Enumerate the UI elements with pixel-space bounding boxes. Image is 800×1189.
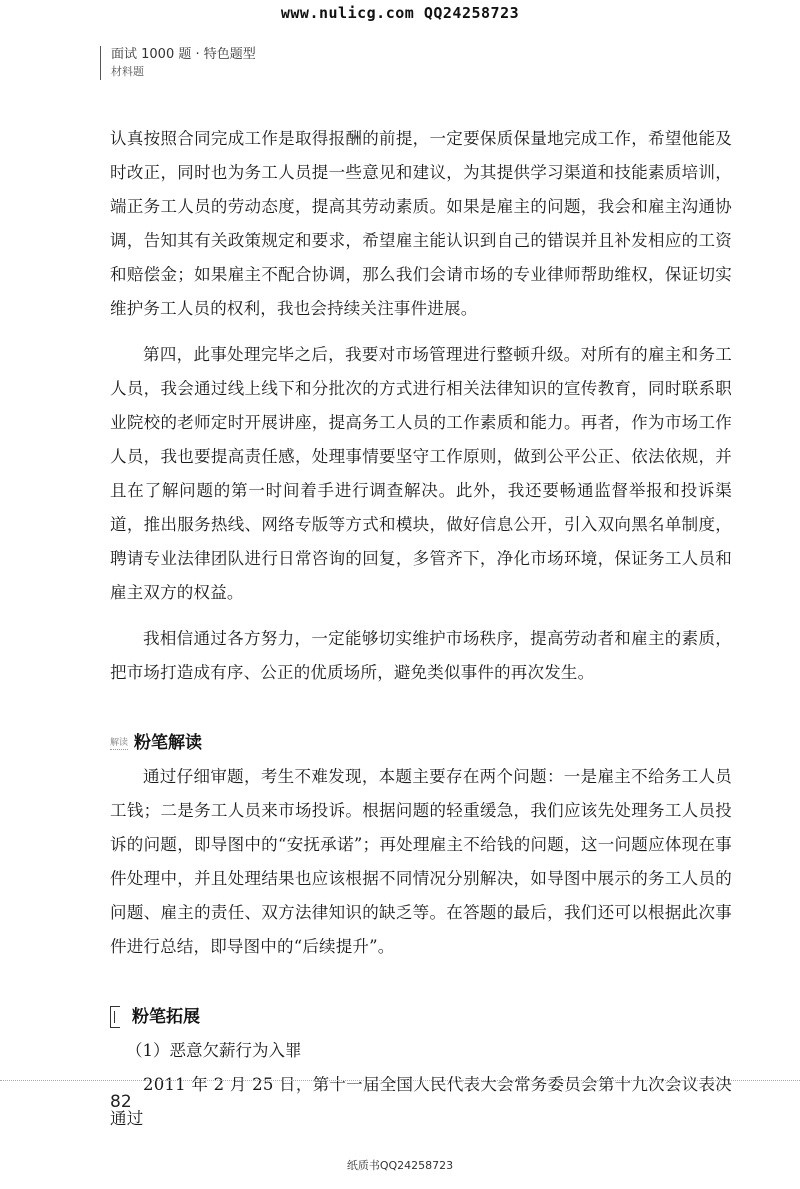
paragraph-step-four: 第四，此事处理完毕之后，我要对市场管理进行整顿升级。对所有的雇主和务工人员，我会通过线上线下和分批次的方式进行相关法律知识的宣传教育，同时联系职业院校的老师定时开展讲座，提高务工人员的工作素质和能力。再者，作为市场工作人员，我也要提高责任感，处理事情要坚守工作原则，做到公平公正、依法依规，并且在了解问题的第一时间着手进行调查解决。此外，我还要畅通监督举报和投诉渠道，推出服务热线、网络专版等方式和模块，做好信息公开，引入双向黑名单制度，聘请专业法律团队进行日常咨询的回复，多管齐下，净化市场环境，保证务工人员和雇主双方的权益。: [110, 345, 732, 602]
watermark-top: www.nulicg.com QQ24258723: [280, 4, 520, 22]
section-interpret-title: 粉笔解读: [134, 733, 203, 753]
section-interpret-heading: [110, 726, 732, 760]
extend-item-1: （1）恶意欠薪行为入罪: [126, 1041, 302, 1060]
page-number: 82: [110, 1092, 132, 1112]
section-extend-heading: [110, 1000, 732, 1034]
bookmark-icon: [110, 1006, 120, 1028]
interpret-icon: 解读: [110, 737, 129, 748]
watermark-bottom: 纸质书QQ24258723: [346, 1159, 454, 1172]
section-extend-title: 粉笔拓展: [132, 1007, 200, 1027]
scan-dotted-rule: [0, 1080, 800, 1081]
extend-body: 2011 年 2 月 25 日，第十一届全国人民代表大会常务委员会第十九次会议表决通过: [110, 1075, 732, 1128]
paragraph-continued: 认真按照合同完成工作是取得报酬的前提，一定要保质保量地完成工作，希望他能及时改正，同时也为务工人员提一些意见和建议，为其提供学习渠道和技能素质培训，端正务工人员的劳动态度，提高其劳动素质。如果是雇主的问题，我会和雇主沟通协调，告知其有关政策规定和要求，希望雇主能认识到自己的错误并且补发相应的工资和赔偿金；如果雇主不配合协调，那么我们会请市场的专业律师帮助维权，保证切实维护务工人员的权利，我也会持续关注事件进展。: [110, 129, 732, 318]
interpret-body: 通过仔细审题，考生不难发现，本题主要存在两个问题：一是雇主不给务工人员工钱；二是务工人员来市场投诉。根据问题的轻重缓急，我们应该先处理务工人员投诉的问题，即导图中的“安抚承诺”；再处理雇主不给钱的问题，这一问题应体现在事件处理中，并且处理结果也应该根据不同情况分别解决，如导图中展示的务工人员的问题、雇主的责任、双方法律知识的缺乏等。在答题的最后，我们还可以根据此次事件进行总结，即导图中的“后续提升”。: [110, 767, 732, 956]
running-head: [100, 46, 256, 80]
paragraph-conclusion: 我相信通过各方努力，一定能够切实维护市场秩序，提高劳动者和雇主的素质，把市场打造成有序、公正的优质场所，避免类似事件的再次发生。: [110, 629, 732, 682]
chapter-subtitle: 材料题: [111, 65, 144, 78]
book-title: 面试 1000 题 · 特色题型: [111, 47, 256, 62]
page-content: [110, 122, 732, 1136]
